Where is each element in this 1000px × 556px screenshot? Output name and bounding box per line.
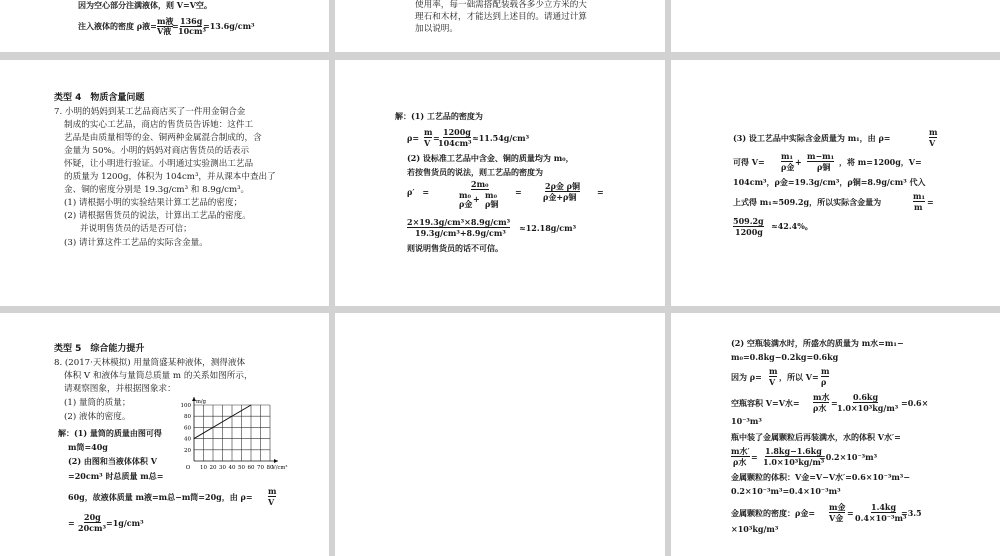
text-line: 因为空心部分注满液体，则 V=V空。: [78, 0, 212, 10]
solution-line: ρ=: [407, 133, 420, 143]
fraction-num: m₁: [781, 151, 793, 161]
page-panel-5: [335, 60, 665, 306]
solution-line: =: [68, 518, 75, 528]
fraction-num: 1.8kg−1.6kg: [765, 446, 822, 456]
solution-line: (2) 空瓶装满水时，所盛水的质量为 m水=m₁−: [731, 338, 904, 348]
question-line: 8. (2017·天林模拟) 用量筒盛某种液体，测得液体: [54, 358, 246, 368]
fraction-num: 136g: [180, 16, 203, 26]
question-line: 请观察图象，并根据图象求：: [64, 384, 176, 394]
fraction-bar: [407, 227, 510, 228]
fraction-den: m: [914, 202, 923, 212]
fraction-den: 104cm³: [438, 138, 472, 148]
fraction-bar: [913, 201, 925, 202]
page-panel-3: [671, 0, 1000, 52]
fraction-den: ρ金+ρ铜: [543, 192, 577, 202]
question-line: 体积 V 和液体与量筒总质量 m 的关系如图所示，: [64, 371, 253, 381]
solution-line: 金属颗粒的密度：ρ金=: [731, 508, 816, 518]
x-axis-arrow: [274, 459, 278, 463]
x-axis-label: V/cm³: [272, 465, 288, 471]
question-line: (1) 请根据小明的实验结果计算工艺品的密度；: [64, 198, 243, 208]
fraction-den: 10cm³: [178, 26, 206, 36]
fraction-den: 1.0×10³kg/m³: [837, 403, 899, 413]
solution-line: ≈11.54g/cm³: [472, 133, 530, 143]
question-line: 制成的实心工艺品，商店的售货员告诉她：这件工: [64, 120, 254, 130]
fraction-num: m: [769, 366, 778, 376]
chart-axes: [192, 397, 278, 463]
y-tick-label: 60: [184, 425, 191, 432]
fraction-bar: [829, 512, 845, 513]
section-heading: 类型 5 综合能力提升: [54, 344, 145, 354]
fraction-num: 20g: [84, 512, 101, 522]
fraction-den: +: [473, 194, 480, 204]
solution-line: ，所以 V=: [779, 372, 819, 382]
fraction-den: ρ水: [733, 457, 747, 467]
solution-line: 104cm³，ρ金=19.3g/cm³，ρ铜=8.9g/cm³ 代入: [733, 177, 926, 187]
page-panel-1: [0, 0, 329, 52]
fraction-bar: [84, 522, 101, 523]
solution-line: ×10³kg/m³: [731, 524, 779, 534]
fraction-num: m液: [157, 16, 174, 26]
fraction-bar: [781, 161, 793, 162]
solution-line: =20cm³ 时总质量 m总=: [68, 471, 164, 481]
solution-line: 解：(1) 量筒的质量由图可得: [58, 428, 162, 438]
solution-line: =0.2×10⁻³m³: [819, 452, 878, 462]
question-line: (1) 量筒的质量；: [64, 398, 131, 408]
section-heading: 类型 4 物质含量问题: [54, 93, 145, 103]
solution-line: 解：(1) 工艺品的密度为: [395, 111, 483, 121]
fraction-bar: [443, 137, 471, 138]
text-line: 注入液体的密度 ρ液=: [78, 21, 157, 31]
fraction-den: m₀: [459, 190, 471, 200]
fraction-num: m: [821, 366, 830, 376]
y-tick-label: 40: [184, 436, 191, 443]
fraction-bar: [733, 226, 764, 227]
fraction-den: 20cm³: [78, 523, 106, 533]
solution-line: =: [515, 187, 522, 197]
fraction-num: 2m₀: [471, 179, 489, 189]
text-line: =13.6g/cm³: [203, 21, 255, 31]
solution-line: =: [847, 508, 854, 518]
fraction-bar: [424, 137, 432, 138]
x-tick-label: 70: [257, 465, 264, 471]
fraction-den: 1.0×10³kg/m³: [763, 457, 825, 467]
fraction-den: ρ铜: [485, 199, 499, 209]
solution-line: 60g，故液体质量 m液=m总−m筒=20g，由 ρ=: [68, 492, 253, 502]
question-line: (3) 请计算这件工艺品的实际含金量。: [64, 238, 208, 248]
solution-line: 若按售货员的说法，则工艺品的密度为: [407, 167, 543, 177]
fraction-den: ρ水: [813, 403, 827, 413]
fraction-num: 2×19.3g/cm³×8.9g/cm³: [407, 217, 511, 227]
fraction-den: V液: [157, 26, 172, 36]
page-panel-4: [0, 60, 329, 306]
question-line: 怀疑，让小明进行验证。小明通过实验测出工艺品: [64, 159, 254, 169]
page-panel-8: [335, 313, 665, 556]
text-line: 理石和木材，才能达到上述目的。请通过计算: [415, 12, 587, 22]
solution-line: 0.2×10⁻³m³=0.4×10⁻³m³: [731, 486, 841, 496]
fraction-den: 1200g: [735, 227, 763, 237]
page-panel-2: [335, 0, 665, 52]
fraction-bar: [821, 376, 829, 377]
page-panel-9: [671, 313, 1000, 556]
fraction-den: V金: [829, 513, 844, 523]
fraction-bar: [871, 512, 896, 513]
fraction-den: m₀: [485, 190, 497, 200]
chart-labels: [181, 399, 288, 471]
fraction-num: m: [424, 127, 433, 137]
solution-line: 10⁻³m³: [731, 416, 762, 426]
fraction-num: m: [268, 486, 277, 496]
fraction-bar: [765, 456, 822, 457]
fraction-den: V: [424, 138, 431, 148]
y-tick-label: 100: [180, 403, 191, 409]
fraction-bar: [157, 26, 173, 27]
x-tick-label: 10: [200, 465, 207, 471]
question-line: 艺品是由质量相等的金、铜两种金属混合制成的，含: [64, 133, 262, 143]
solution-line: 因为 ρ=: [731, 372, 762, 382]
solution-line: ≈12.18g/cm³: [519, 223, 577, 233]
fraction-bar: [731, 456, 750, 457]
fraction-den: ρ金: [459, 199, 473, 209]
solution-line: ≈42.4%。: [771, 221, 813, 231]
fraction-den: V: [268, 497, 275, 507]
solution-line: m筒=40g: [68, 442, 108, 452]
x-tick-label: 80: [266, 465, 274, 471]
fraction-num: 0.6kg: [853, 392, 879, 402]
solution-line: =: [927, 197, 934, 207]
solution-line: 空瓶容积 V=V水=: [731, 398, 800, 408]
question-line: 金、铜的密度分别是 19.3g/cm³ 和 8.9g/cm³。: [64, 185, 250, 195]
fraction-den: ρ铜: [817, 162, 831, 172]
fraction-num: m金: [829, 502, 846, 512]
solution-line: m₀=0.8kg−0.2kg=0.6kg: [731, 352, 839, 362]
fraction-den: 19.3g/cm³+8.9g/cm³: [415, 228, 506, 238]
fraction-den: 0.4×10⁻³m³: [855, 513, 907, 523]
x-tick-label: 50: [238, 465, 245, 471]
question-line: (2) 请根据售货员的说法，计算出工艺品的密度。: [64, 211, 251, 221]
page-panel-7: [0, 313, 329, 556]
fraction-den: ρ金: [781, 162, 795, 172]
fraction-bar: [769, 376, 777, 377]
solution-line: =: [751, 452, 758, 462]
solution-line: 上式得 m₁≈509.2g，所以实际含金量为: [733, 197, 882, 207]
fraction-num: m−m₁: [807, 151, 835, 161]
x-tick-label: 20: [209, 465, 217, 471]
fraction-den: V: [929, 138, 936, 148]
fraction-den: ρ: [821, 377, 827, 387]
fraction-bar: [471, 189, 489, 190]
solution-line: =3.5: [901, 508, 922, 518]
chart-grid: [194, 405, 270, 461]
solution-line: ，将 m=1200g，V=: [839, 157, 922, 167]
question-line: 并说明售货员的话是否可信；: [80, 224, 192, 234]
solution-line: =1g/cm³: [106, 518, 144, 528]
y-tick-label: 80: [184, 414, 191, 421]
solution-line: ρ′ =: [407, 187, 430, 197]
x-tick-label: 60: [247, 465, 255, 471]
solution-line: (2) 设标准工艺品中含金、铜的质量均为 m₀，: [407, 153, 574, 163]
fraction-num: 2ρ金 ρ铜: [545, 181, 580, 191]
fraction-num: m水′: [731, 446, 750, 456]
solution-line: +: [795, 157, 802, 167]
solution-line: 瓶中装了金属颗粒后再装满水，水的体积 V水′=: [731, 432, 901, 442]
y-tick-label: 20: [184, 447, 191, 454]
fraction-bar: [807, 161, 834, 162]
solution-line: 金属颗粒的体积：V金=V−V水′=0.6×10⁻³m³−: [731, 472, 910, 482]
question-line: 的质量为 1200g，体积为 104cm³，并从课本中查出了: [64, 172, 276, 182]
fraction-num: m₁: [913, 191, 925, 201]
text-line: 使用率，每一础需搭配装载各多少立方米的大: [415, 0, 587, 10]
x-tick-label: 40: [228, 465, 236, 471]
x-tick-label: 30: [219, 465, 226, 471]
fraction-num: m水: [813, 392, 830, 402]
fraction-bar: [813, 402, 829, 403]
question-line: (2) 液体的密度。: [64, 412, 131, 422]
fraction-bar: [180, 26, 202, 27]
fraction-num: 1200g: [443, 127, 471, 137]
fraction-num: m: [929, 127, 938, 137]
solution-line: =: [597, 187, 604, 197]
fraction-num: 509.2g: [733, 216, 764, 226]
solution-line: 则说明售货员的话不可信。: [407, 243, 503, 253]
solution-line: (2) 由图和当液体体积 V: [68, 456, 157, 466]
solution-line: =: [433, 133, 440, 143]
fraction-bar: [545, 191, 580, 192]
fraction-den: V: [769, 377, 776, 387]
question-line: 7. 小明的妈妈到某工艺品商店买了一件用金铜合金: [54, 107, 246, 117]
fraction-bar: [929, 137, 937, 138]
question-line: 金量为 50%。小明的妈妈对商店售货员的话表示: [64, 146, 250, 156]
solution-line: =: [831, 398, 838, 408]
solution-line: (3) 设工艺品中实际含金质量为 m₁，由 ρ=: [733, 133, 891, 143]
y-axis-label: m/g: [196, 399, 206, 405]
fraction-bar: [853, 402, 878, 403]
text-line: 加以说明。: [415, 24, 458, 34]
text-line: =: [172, 21, 179, 31]
solution-line: =0.6×: [901, 398, 929, 408]
fraction-num: 1.4kg: [871, 502, 897, 512]
solution-line: 可得 V=: [733, 157, 765, 167]
mass-volume-chart: [172, 397, 288, 477]
x-tick-label: O: [185, 465, 191, 471]
fraction-bar: [268, 496, 276, 497]
page-panel-6: [671, 60, 1000, 306]
